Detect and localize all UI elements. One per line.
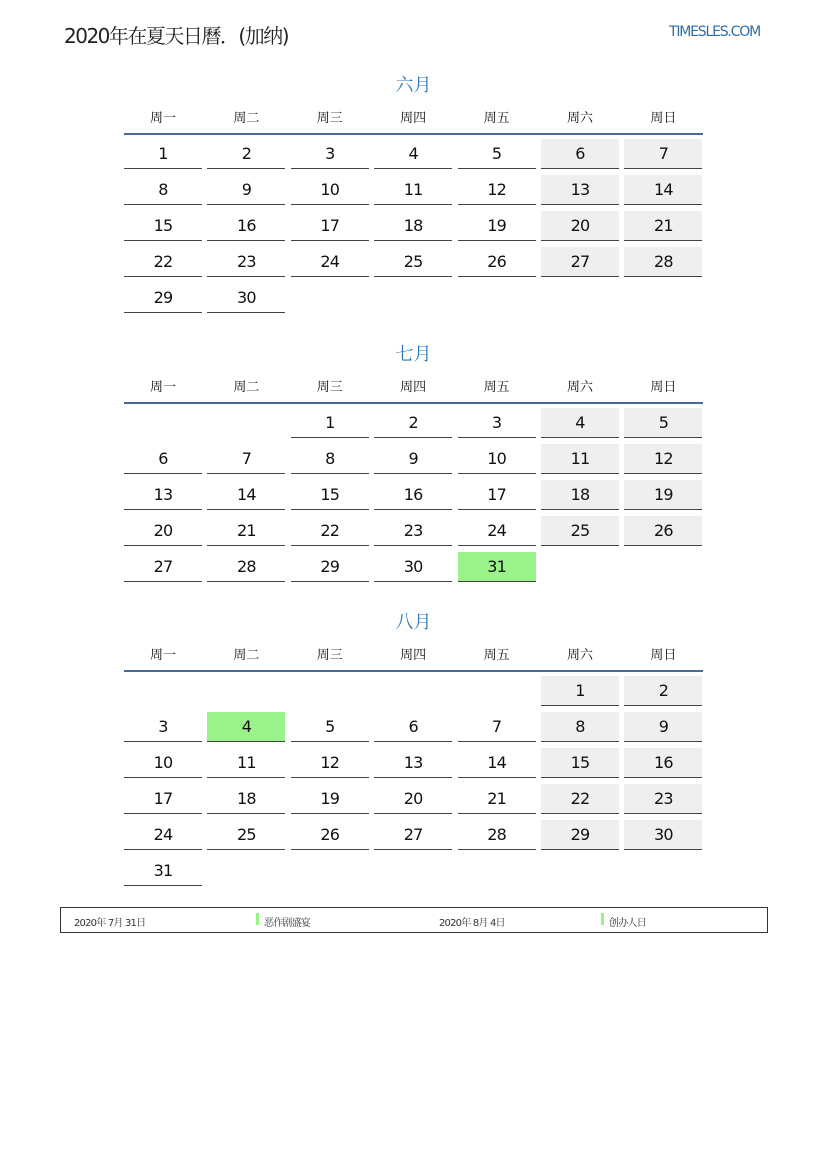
weekday-label: 周一 [149,648,176,663]
month-title: 七月 [395,344,432,365]
day-cell: 18 [374,211,452,241]
day-cell: 30 [374,552,452,582]
day-cell: 18 [207,784,285,814]
day-cell: 23 [207,247,285,277]
day-cell: 16 [374,480,452,510]
legend-date-1: 2020年 7月 31日 [74,918,146,929]
day-cell: 17 [124,784,202,814]
day-cell: 30 [624,820,702,850]
weekday-label: 周五 [483,648,510,663]
weekday-header [124,644,703,662]
weekday-label: 周三 [316,380,343,395]
day-cell: 21 [207,516,285,546]
header-divider [124,133,703,135]
weekday-label: 周六 [566,648,593,663]
month-title: 八月 [395,612,432,633]
day-cell: 8 [291,444,369,474]
site-link[interactable]: TIMESLES.COM [669,24,760,40]
day-cell: 30 [207,283,285,313]
day-cell: 13 [124,480,202,510]
day-cell: 4 [207,712,285,742]
day-cell: 20 [541,211,619,241]
day-cell: 27 [124,552,202,582]
weekday-header [124,107,703,125]
weekday-header [124,376,703,394]
day-cell: 20 [124,516,202,546]
day-cell: 1 [124,139,202,169]
day-cell: 8 [124,175,202,205]
day-cell: 20 [374,784,452,814]
weekday-label: 周四 [400,111,427,126]
day-cell: 18 [541,480,619,510]
day-cell: 11 [207,748,285,778]
weekday-label: 周日 [650,111,677,126]
day-cell: 12 [624,444,702,474]
page-title: 2020年在夏天日曆．(加纳) [64,24,289,48]
day-cell: 22 [291,516,369,546]
day-cell: 3 [291,139,369,169]
day-cell: 7 [624,139,702,169]
day-cell: 26 [458,247,536,277]
weekday-label: 周四 [400,380,427,395]
weekday-label: 周三 [316,648,343,663]
day-cell: 14 [624,175,702,205]
day-cell: 5 [291,712,369,742]
day-cell: 2 [207,139,285,169]
weekday-label: 周四 [400,648,427,663]
day-cell: 10 [291,175,369,205]
day-cell: 6 [374,712,452,742]
day-cell: 3 [458,408,536,438]
day-cell: 2 [374,408,452,438]
day-cell: 29 [124,283,202,313]
day-cell: 25 [541,516,619,546]
weekday-label: 周二 [233,111,260,126]
legend-name-1: 恶作剧盛宴 [264,918,310,929]
day-cell: 21 [624,211,702,241]
weekday-label: 周三 [316,111,343,126]
day-cell: 7 [207,444,285,474]
day-cell: 24 [291,247,369,277]
day-cell: 29 [291,552,369,582]
day-cell: 9 [624,712,702,742]
day-cell: 26 [291,820,369,850]
day-cell: 11 [541,444,619,474]
day-cell: 31 [458,552,536,582]
day-cell: 25 [207,820,285,850]
day-cell: 14 [458,748,536,778]
day-cell: 15 [124,211,202,241]
day-cell: 2 [624,676,702,706]
weekday-label: 周五 [483,380,510,395]
day-cell: 8 [541,712,619,742]
day-cell: 1 [541,676,619,706]
day-cell: 28 [458,820,536,850]
day-cell: 13 [374,748,452,778]
day-cell: 16 [624,748,702,778]
day-cell: 10 [124,748,202,778]
weekday-label: 周一 [149,380,176,395]
day-cell: 19 [291,784,369,814]
day-cell: 7 [458,712,536,742]
day-cell: 26 [624,516,702,546]
day-cell: 6 [541,139,619,169]
day-cell: 6 [124,444,202,474]
day-cell: 12 [291,748,369,778]
day-cell: 4 [374,139,452,169]
weekday-label: 周五 [483,111,510,126]
day-cell: 5 [624,408,702,438]
month-title: 六月 [395,75,432,96]
day-cell: 1 [291,408,369,438]
day-cell: 17 [458,480,536,510]
day-cell: 15 [541,748,619,778]
weekday-label: 周日 [650,380,677,395]
day-cell: 9 [207,175,285,205]
day-cell: 24 [124,820,202,850]
weekday-label: 周二 [233,380,260,395]
day-cell: 27 [541,247,619,277]
day-cell: 10 [458,444,536,474]
day-cell: 29 [541,820,619,850]
legend-date-2: 2020年 8月 4日 [439,918,505,929]
day-cell: 22 [541,784,619,814]
weekday-label: 周一 [149,111,176,126]
header-divider [124,670,703,672]
day-cell: 31 [124,856,202,886]
day-cell: 13 [541,175,619,205]
day-cell: 27 [374,820,452,850]
day-cell: 24 [458,516,536,546]
header-divider [124,402,703,404]
day-cell: 3 [124,712,202,742]
legend-marker-2 [601,913,604,925]
day-cell: 5 [458,139,536,169]
holiday-legend [60,907,768,933]
day-cell: 14 [207,480,285,510]
weekday-label: 周六 [566,380,593,395]
weekday-label: 周日 [650,648,677,663]
weekday-label: 周六 [566,111,593,126]
day-cell: 19 [624,480,702,510]
legend-marker-1 [256,913,259,925]
day-cell: 28 [207,552,285,582]
day-cell: 23 [374,516,452,546]
day-cell: 4 [541,408,619,438]
day-cell: 19 [458,211,536,241]
day-cell: 28 [624,247,702,277]
day-cell: 17 [291,211,369,241]
legend-name-2: 创办人日 [609,918,646,929]
day-cell: 16 [207,211,285,241]
day-cell: 23 [624,784,702,814]
day-cell: 15 [291,480,369,510]
weekday-label: 周二 [233,648,260,663]
day-cell: 9 [374,444,452,474]
day-cell: 11 [374,175,452,205]
day-cell: 25 [374,247,452,277]
day-cell: 21 [458,784,536,814]
day-cell: 12 [458,175,536,205]
day-cell: 22 [124,247,202,277]
